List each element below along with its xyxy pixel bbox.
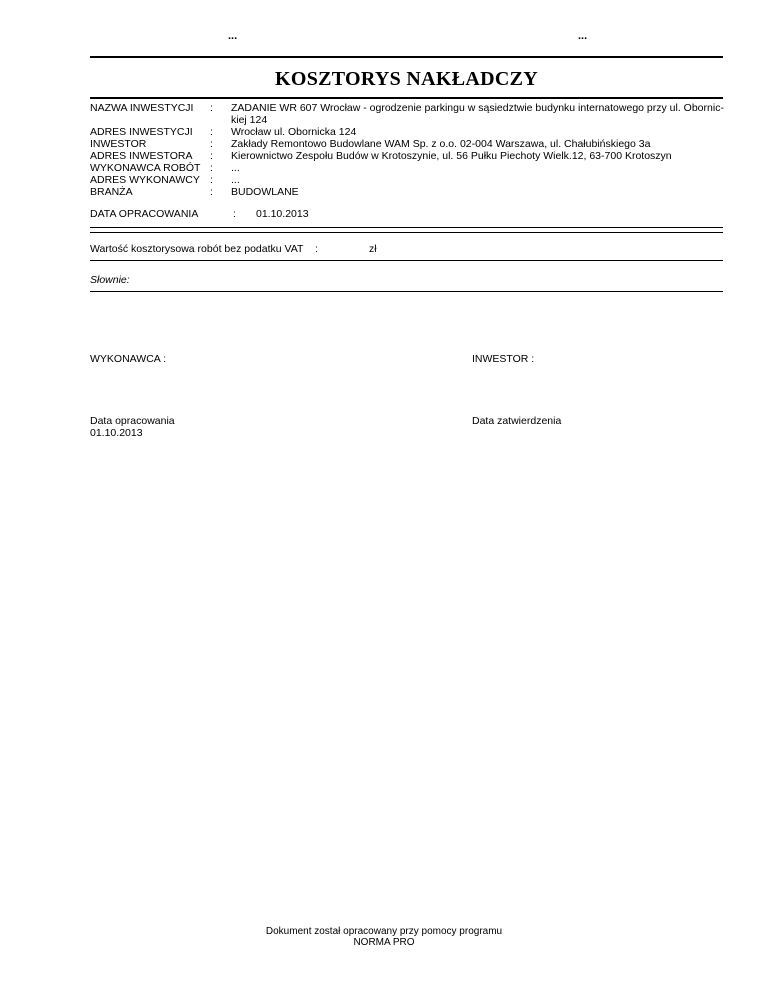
field-value: Wrocław ul. Obornicka 124 <box>231 126 357 138</box>
field-colon: : <box>210 138 213 150</box>
field-investment-address <box>90 126 730 138</box>
field-preparation-date <box>90 208 730 220</box>
field-investor <box>90 138 730 150</box>
field-colon: : <box>210 126 213 138</box>
contractor-date-label: Data opracowania <box>90 415 175 427</box>
header-left-mark: ... <box>228 30 238 42</box>
field-value: 01.10.2013 <box>256 208 309 220</box>
divider <box>90 227 723 228</box>
title-divider <box>90 97 723 99</box>
field-investor-address <box>90 150 730 162</box>
top-divider <box>90 56 723 58</box>
field-label: NAZWA INWESTYCJI <box>90 102 194 114</box>
field-value: Kierownictwo Zespołu Budów w Krotoszynie, ul. 56 Pułku Piechoty Wielk.12, 63-700 Krotoszyn <box>231 150 672 162</box>
cost-value-label: Wartość kosztorysowa robót bez podatku VAT <box>90 243 304 255</box>
field-colon: : <box>233 208 236 220</box>
field-label: INWESTOR <box>90 138 147 150</box>
field-colon: : <box>210 162 213 174</box>
field-colon: : <box>210 150 213 162</box>
document-title: KOSZTORYS NAKŁADCZY <box>274 68 538 90</box>
investor-signature-label: INWESTOR : <box>472 353 535 365</box>
contractor-date-block <box>90 415 175 439</box>
field-value-continued: kiej 124 <box>231 114 268 126</box>
cost-value-colon: : <box>315 243 318 255</box>
field-label: WYKONAWCA ROBÓT <box>90 162 201 174</box>
field-contractor-address <box>90 174 730 186</box>
amount-in-words-label: Słownie: <box>90 274 130 286</box>
footer-line-1: Dokument został opracowany przy pomocy programu <box>265 926 503 937</box>
investor-date-label: Data zatwierdzenia <box>472 415 562 427</box>
field-value: ... <box>231 174 240 186</box>
field-value: ZADANIE WR 607 Wrocław - ogrodzenie parkingu w sąsiedztwie budynku internatowego przy ul. Obornic- <box>231 102 724 114</box>
contractor-date-value: 01.10.2013 <box>90 427 143 439</box>
field-colon: : <box>210 186 213 198</box>
field-contractor <box>90 162 730 174</box>
field-value: ... <box>231 162 240 174</box>
field-investment-name <box>90 102 730 126</box>
field-label: BRANŻA <box>90 186 133 198</box>
footer <box>0 926 768 948</box>
field-label: ADRES WYKONAWCY <box>90 174 200 186</box>
field-branch <box>90 186 730 198</box>
cost-value-line <box>90 243 730 255</box>
investor-date-block <box>472 415 561 427</box>
field-value: BUDOWLANE <box>231 186 299 198</box>
currency-label: zł <box>369 243 377 255</box>
divider <box>90 260 723 261</box>
divider <box>90 291 723 292</box>
header-right-mark: ... <box>578 30 588 42</box>
contractor-signature-label: WYKONAWCA : <box>90 353 167 365</box>
field-colon: : <box>210 102 213 114</box>
divider <box>90 232 723 233</box>
footer-line-2: NORMA PRO <box>353 937 415 948</box>
field-value: Zakłady Remontowo Budowlane WAM Sp. z o.o. 02-004 Warszawa, ul. Chałubińskiego 3a <box>231 138 651 150</box>
field-label: DATA OPRACOWANIA <box>90 208 199 220</box>
field-label: ADRES INWESTYCJI <box>90 126 193 138</box>
field-label: ADRES INWESTORA <box>90 150 193 162</box>
field-colon: : <box>210 174 213 186</box>
